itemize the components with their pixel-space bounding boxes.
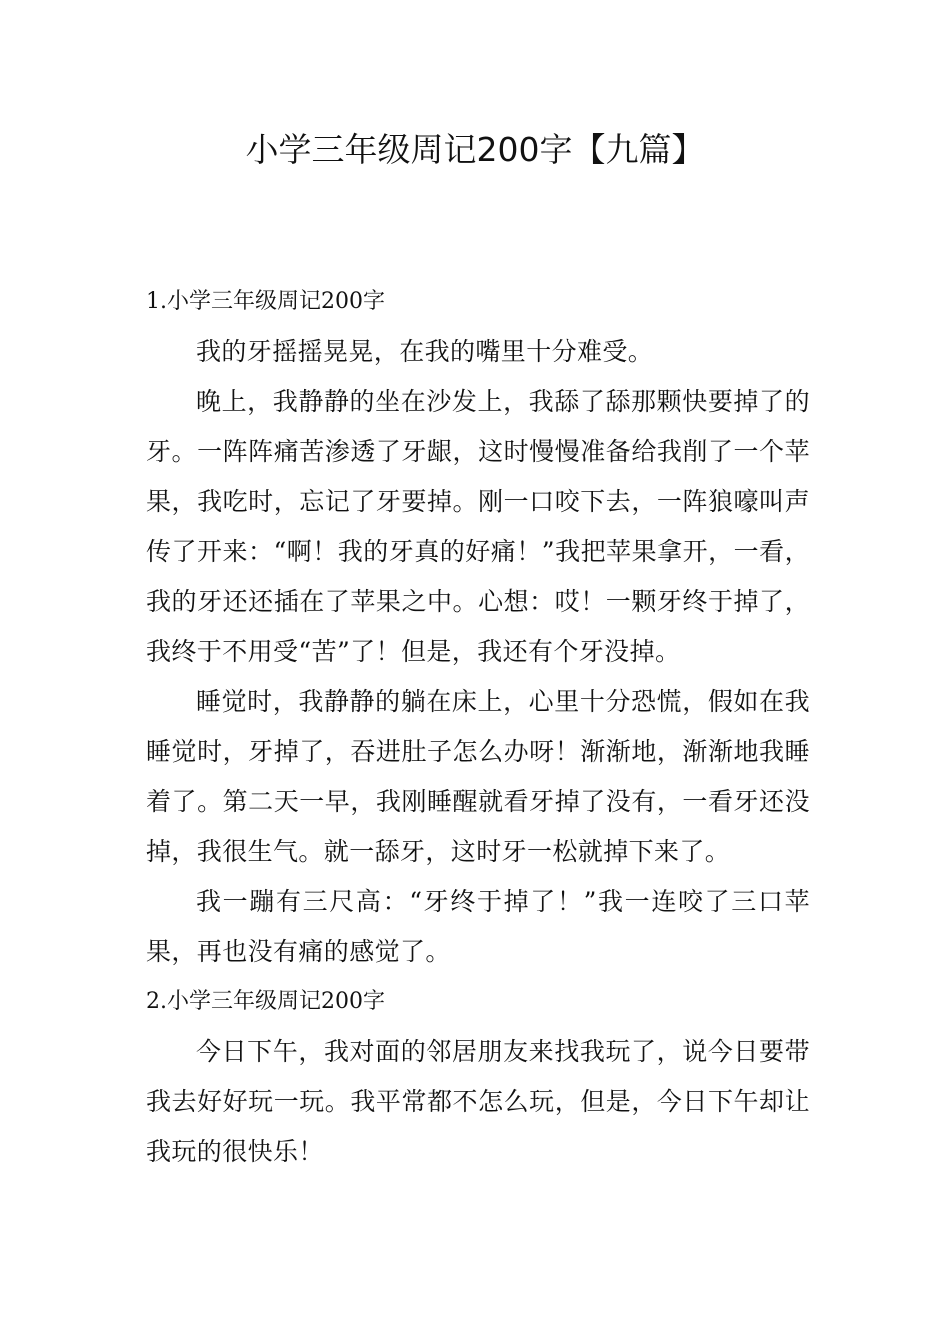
paragraph: 我的牙摇摇晃晃，在我的嘴里十分难受。 [196,337,654,366]
paragraph: 今日下午，我对面的邻居朋友来找我玩了，说今日要带我去好好玩一玩。我平常都不怎么玩，但是，今日下午却让我玩的很快乐！ [146,1037,810,1166]
document-body [146,277,810,1177]
paragraph: 晚上，我静静的坐在沙发上，我舔了舔那颗快要掉了的牙。一阵阵痛苦渗透了牙龈，这时慢慢准备给我削了一个苹果，我吃时，忘记了牙要掉。刚一口咬下去，一阵狼嚎叫声传了开来：“啊！我的牙真的好痛！”我把苹果拿开，一看，我的牙还还插在了苹果之中。心想：哎！一颗牙终于掉了，我终于不用受“苦”了！但是，我还有个牙没掉。 [146,387,810,666]
section-2 [146,977,810,1177]
section-1 [146,277,810,977]
paragraph: 睡觉时，我静静的躺在床上，心里十分恐慌，假如在我睡觉时，牙掉了，吞进肚子怎么办呀！渐渐地，渐渐地我睡着了。第二天一早，我刚睡醒就看牙掉了没有，一看牙还没掉，我很生气。就一舔牙，这时牙一松就掉下来了。 [146,687,810,866]
section-heading: 1.小学三年级周记200字 [146,289,385,314]
document-title: 小学三年级周记200字【九篇】 [245,130,705,169]
section-heading: 2.小学三年级周记200字 [146,989,385,1014]
paragraph: 我一蹦有三尺高：“牙终于掉了！”我一连咬了三口苹果，再也没有痛的感觉了。 [146,887,810,966]
